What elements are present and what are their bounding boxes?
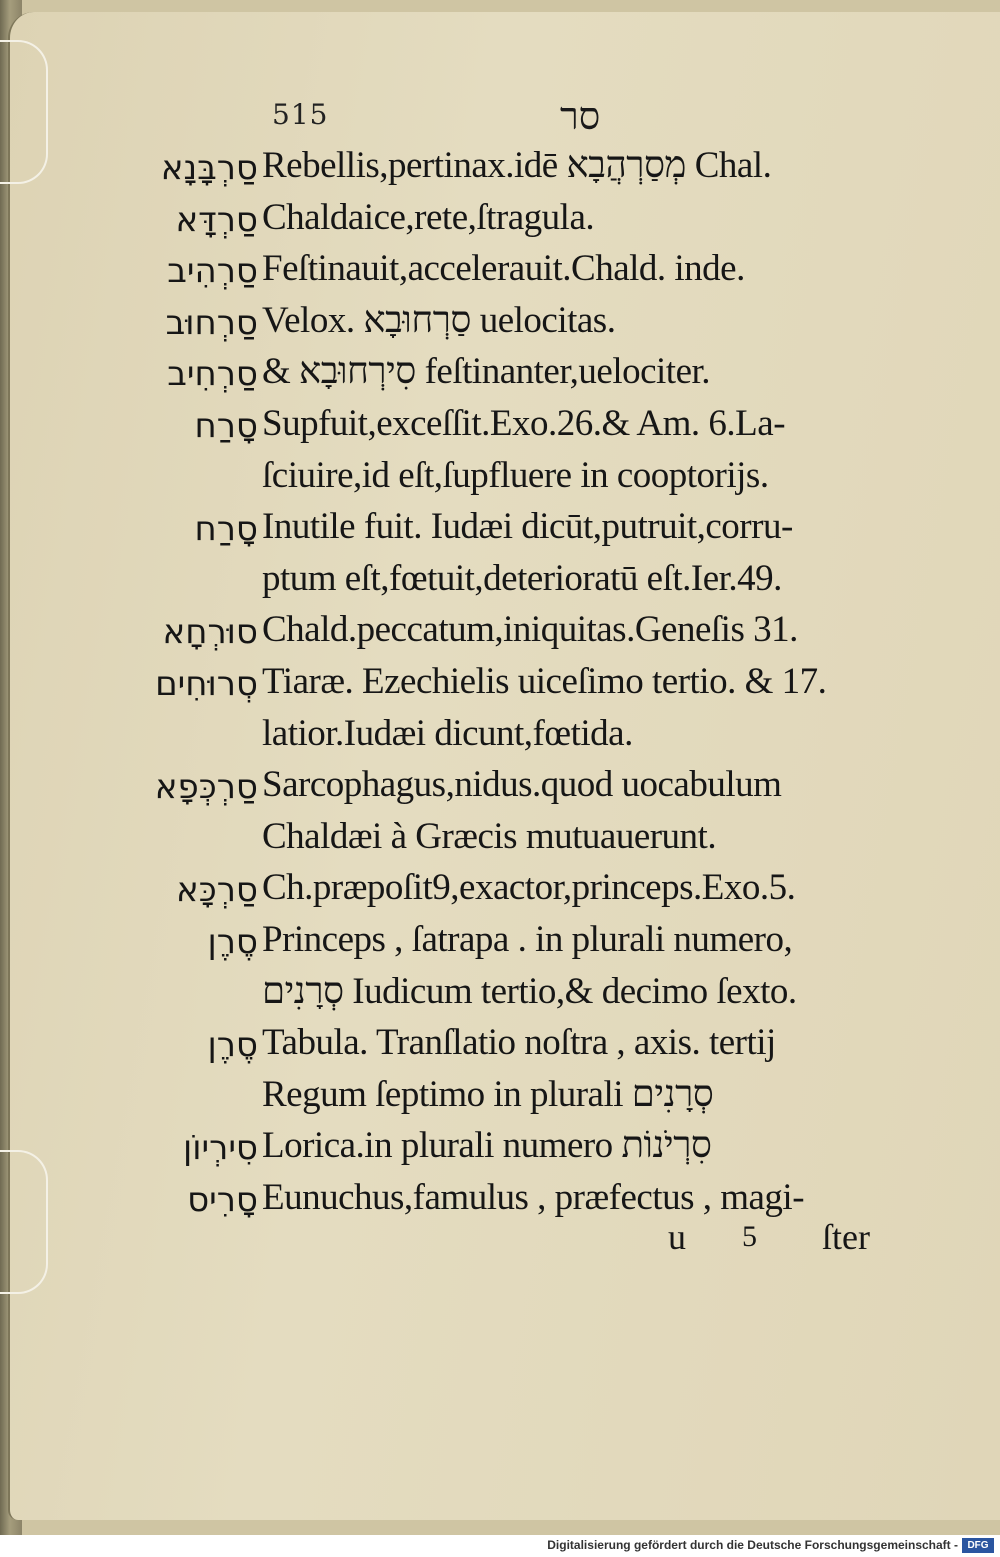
signature-number: 5	[742, 1220, 757, 1253]
hebrew-headword: סַרְדָּא	[175, 199, 258, 240]
entry-row	[0, 503, 1000, 553]
entry-row	[0, 400, 1000, 450]
entry-row	[0, 968, 1000, 1018]
latin-gloss: Princeps , ſatrapa . in plurali numero,	[262, 919, 793, 960]
entry-row	[0, 813, 1000, 863]
latin-gloss: Tabula. Tranſlatio noſtra , axis. tertij	[262, 1022, 776, 1064]
entry-row	[0, 606, 1000, 656]
entry-row	[0, 555, 1000, 605]
hebrew-headword: סָרִיס	[187, 1180, 258, 1220]
hebrew-headword: סִירְיוֹן	[183, 1128, 258, 1169]
latin-gloss: Rebellis,pertinax.idē מְסַרְהֲבָא Chal.	[262, 145, 772, 186]
entry-row	[0, 452, 1000, 502]
hebrew-headword: סֶרֶן	[207, 922, 258, 962]
latin-gloss-continuation: latior.Iudæi dicunt,fœtida.	[262, 712, 633, 754]
entry-row	[0, 245, 1000, 295]
latin-gloss: Inutile fuit. Iudæi dicūt,putruit,corru-	[262, 506, 793, 548]
entry-row	[0, 142, 1000, 192]
latin-gloss: Chald.peccatum,iniquitas.Geneſis 31.	[262, 609, 798, 651]
hebrew-headword: סְרוּחִים	[155, 664, 258, 704]
latin-gloss-continuation: Chaldæi à Græcis mutuauerunt.	[262, 815, 717, 857]
latin-gloss-continuation: ptum eſt,fœtuit,deterioratū eſt.Ier.49.	[262, 557, 782, 599]
latin-gloss: Ch.præpoſit9,exactor,princeps.Exo.5.	[262, 867, 796, 909]
hebrew-headword: סַרְהִיב	[167, 251, 258, 292]
entry-row	[0, 916, 1000, 966]
page-header	[0, 96, 1000, 140]
latin-gloss: Lorica.in plurali numero סִרְיֹנוֹת	[262, 1125, 712, 1167]
entry-row	[0, 658, 1000, 708]
latin-gloss: Eunuchus,famulus , præfectus , magi-	[262, 1177, 805, 1218]
hebrew-headword: סַרְחִיב	[167, 354, 258, 395]
entry-row	[0, 864, 1000, 914]
credit-bar	[0, 1535, 1000, 1557]
latin-gloss-continuation: ſciuire,id eſt,ſupfluere in cooptorijs.	[262, 454, 769, 496]
hebrew-headword: סַרְכְּפָא	[154, 767, 258, 808]
entry-row	[0, 194, 1000, 244]
latin-gloss-continuation: Regum ſeptimo in plurali סְרָנִים	[262, 1073, 714, 1115]
entry-row	[0, 710, 1000, 760]
hebrew-headword: סֶרֶן	[207, 1025, 258, 1066]
entry-row	[0, 1122, 1000, 1172]
entry-row	[0, 348, 1000, 398]
latin-gloss: Feſtinauit,accelerauit.Chald. inde.	[262, 248, 745, 290]
signature-mark: u	[668, 1217, 686, 1257]
latin-gloss: Velox. סַרְחוּבָא uelocitas.	[262, 299, 616, 341]
page-number: 515	[272, 98, 329, 131]
hebrew-headword: סַרְחוּב	[165, 302, 258, 343]
catchword: ſter	[822, 1217, 870, 1257]
latin-gloss: Tiaræ. Ezechielis uiceſimo tertio. & 17.	[262, 661, 827, 702]
latin-gloss: Chaldaice,rete,ſtragula.	[262, 196, 595, 238]
entry-row	[0, 761, 1000, 811]
hebrew-headword: סַרְבָּנָא	[160, 148, 258, 188]
latin-gloss: Sarcophagus,nidus.quod uocabulum	[262, 764, 782, 806]
hebrew-headword: סָרַח	[194, 509, 258, 550]
hebrew-headword: סַרְכָּא	[176, 870, 258, 911]
entry-row	[0, 1019, 1000, 1069]
running-head: סר	[560, 94, 601, 138]
hebrew-headword: סָרַח	[194, 406, 258, 446]
page-footer	[0, 1216, 1000, 1266]
latin-gloss: Supfuit,exceſſit.Exo.26.& Am. 6.La-	[262, 403, 786, 444]
hebrew-headword: סוּרְחָא	[162, 612, 258, 653]
credit-text: Digitalisierung gefördert durch die Deutsche Forschungsgemeinschaft -	[547, 1538, 958, 1552]
dfg-logo: DFG	[962, 1538, 994, 1553]
latin-gloss-continuation: סְרָנִים Iudicum tertio,& decimo ſexto.	[262, 970, 797, 1012]
latin-gloss: & סִירְחוּבָא feſtinanter,uelociter.	[262, 351, 711, 393]
entry-row	[0, 297, 1000, 347]
entry-row	[0, 1071, 1000, 1121]
